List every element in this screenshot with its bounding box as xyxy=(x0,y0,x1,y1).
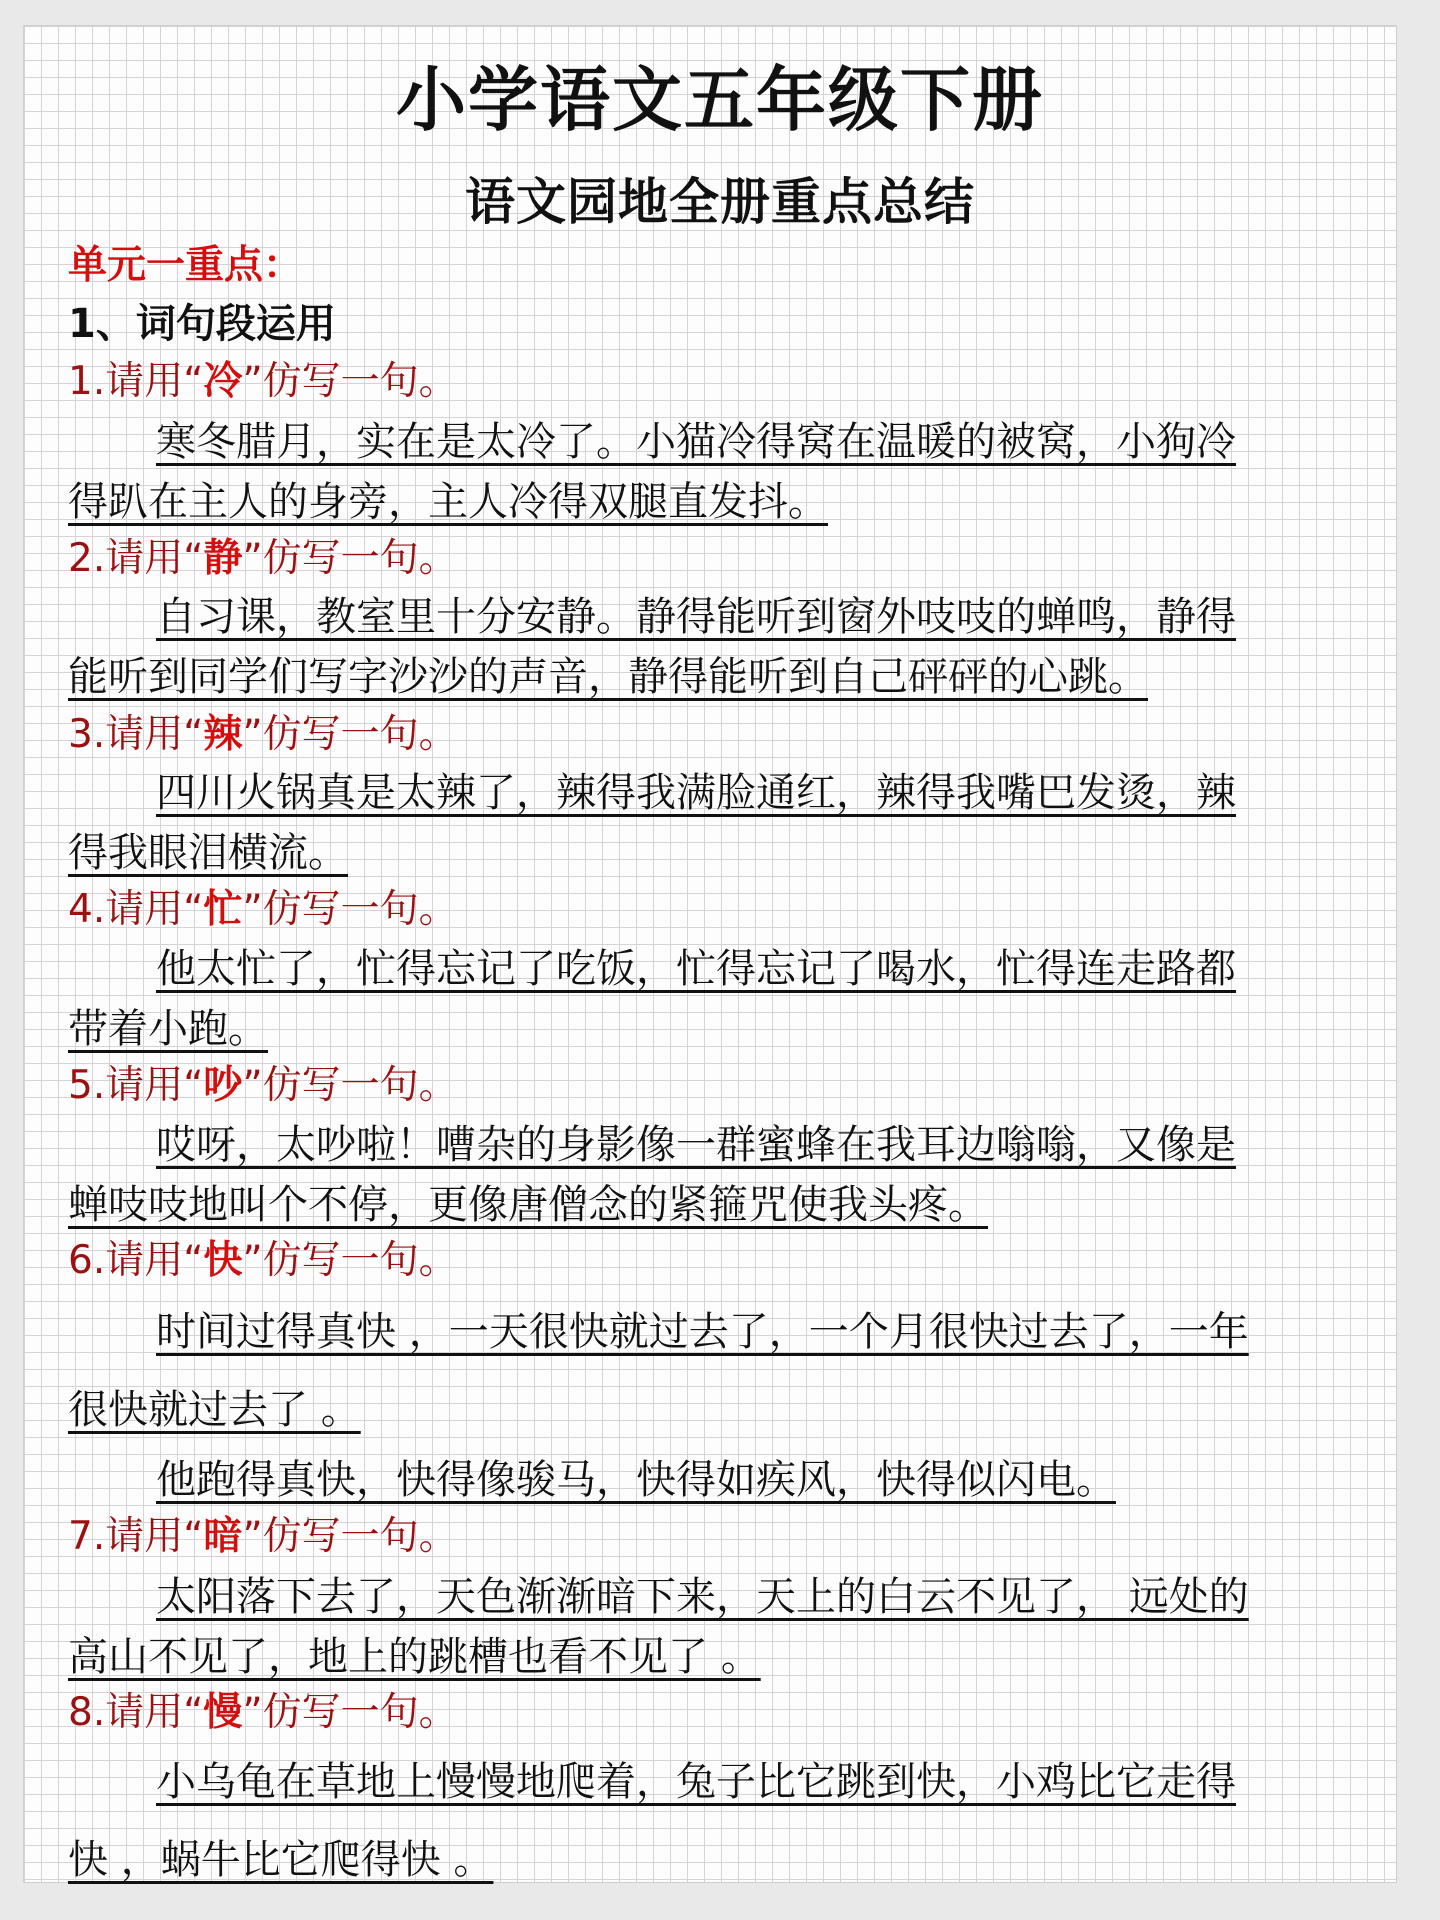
unit-heading: 单元一重点： xyxy=(68,243,303,288)
answer-line: 他跑得真快，快得像骏马，快得如疾风，快得似闪电。 xyxy=(156,1457,1116,1503)
prompt-2: 2.请用“静”仿写一句。 xyxy=(68,536,458,581)
keyword-7: 暗 xyxy=(203,1514,243,1559)
answer-line: 四川火锅真是太辣了，辣得我满脸通红，辣得我嘴巴发烫，辣 xyxy=(156,770,1236,816)
answer-line: 他太忙了，忙得忘记了吃饭，忙得忘记了喝水，忙得连走路都 xyxy=(156,946,1236,992)
keyword-2: 静 xyxy=(203,536,243,581)
answer-line: 蝉吱吱地叫个不停，更像唐僧念的紧箍咒使我头疼。 xyxy=(68,1182,988,1228)
prompt-8: 8.请用“慢”仿写一句。 xyxy=(68,1690,458,1735)
answer-line: 寒冬腊月，实在是太冷了。小猫冷得窝在温暖的被窝，小狗冷 xyxy=(156,419,1236,465)
prompt-7: 7.请用“暗”仿写一句。 xyxy=(68,1514,458,1559)
page-title: 小学语文五年级下册 xyxy=(396,59,1044,141)
answer-line: 带着小跑。 xyxy=(68,1006,268,1052)
prompt-6: 6.请用“快”仿写一句。 xyxy=(68,1238,458,1283)
answer-line: 很快就过去了 。 xyxy=(68,1387,361,1433)
answer-line: 自习课，教室里十分安静。静得能听到窗外吱吱的蝉鸣，静得 xyxy=(156,594,1236,640)
answer-line: 高山不见了，地上的跳槽也看不见了 。 xyxy=(68,1634,761,1680)
section-heading: 1、词句段运用 xyxy=(68,301,336,347)
answer-line: 快 ，蜗牛比它爬得快 。 xyxy=(68,1837,494,1883)
answer-line: 能听到同学们写字沙沙的声音，静得能听到自己砰砰的心跳。 xyxy=(68,654,1148,700)
keyword-3: 辣 xyxy=(203,712,243,757)
answer-line: 得我眼泪横流。 xyxy=(68,830,348,876)
answer-line: 得趴在主人的身旁，主人冷得双腿直发抖。 xyxy=(68,479,828,525)
page-subtitle: 语文园地全册重点总结 xyxy=(465,173,975,231)
keyword-8: 慢 xyxy=(203,1690,243,1735)
prompt-3: 3.请用“辣”仿写一句。 xyxy=(68,712,458,757)
keyword-4: 忙 xyxy=(203,887,243,932)
answer-line: 太阳落下去了，天色渐渐暗下来，天上的白云不见了， 远处的 xyxy=(156,1574,1249,1620)
answer-line: 时间过得真快 ，一天很快就过去了，一个月很快过去了，一年 xyxy=(156,1309,1249,1355)
prompt-5: 5.请用“吵”仿写一句。 xyxy=(68,1063,458,1108)
keyword-1: 冷 xyxy=(203,359,243,404)
prompt-4: 4.请用“忙”仿写一句。 xyxy=(68,887,458,932)
keyword-6: 快 xyxy=(203,1238,243,1283)
answer-line: 哎呀，太吵啦！嘈杂的身影像一群蜜蜂在我耳边嗡嗡，又像是 xyxy=(156,1122,1236,1168)
answer-line: 小乌龟在草地上慢慢地爬着，兔子比它跳到快，小鸡比它走得 xyxy=(156,1759,1236,1805)
keyword-5: 吵 xyxy=(203,1063,243,1108)
prompt-1: 1.请用“冷”仿写一句。 xyxy=(68,359,458,404)
